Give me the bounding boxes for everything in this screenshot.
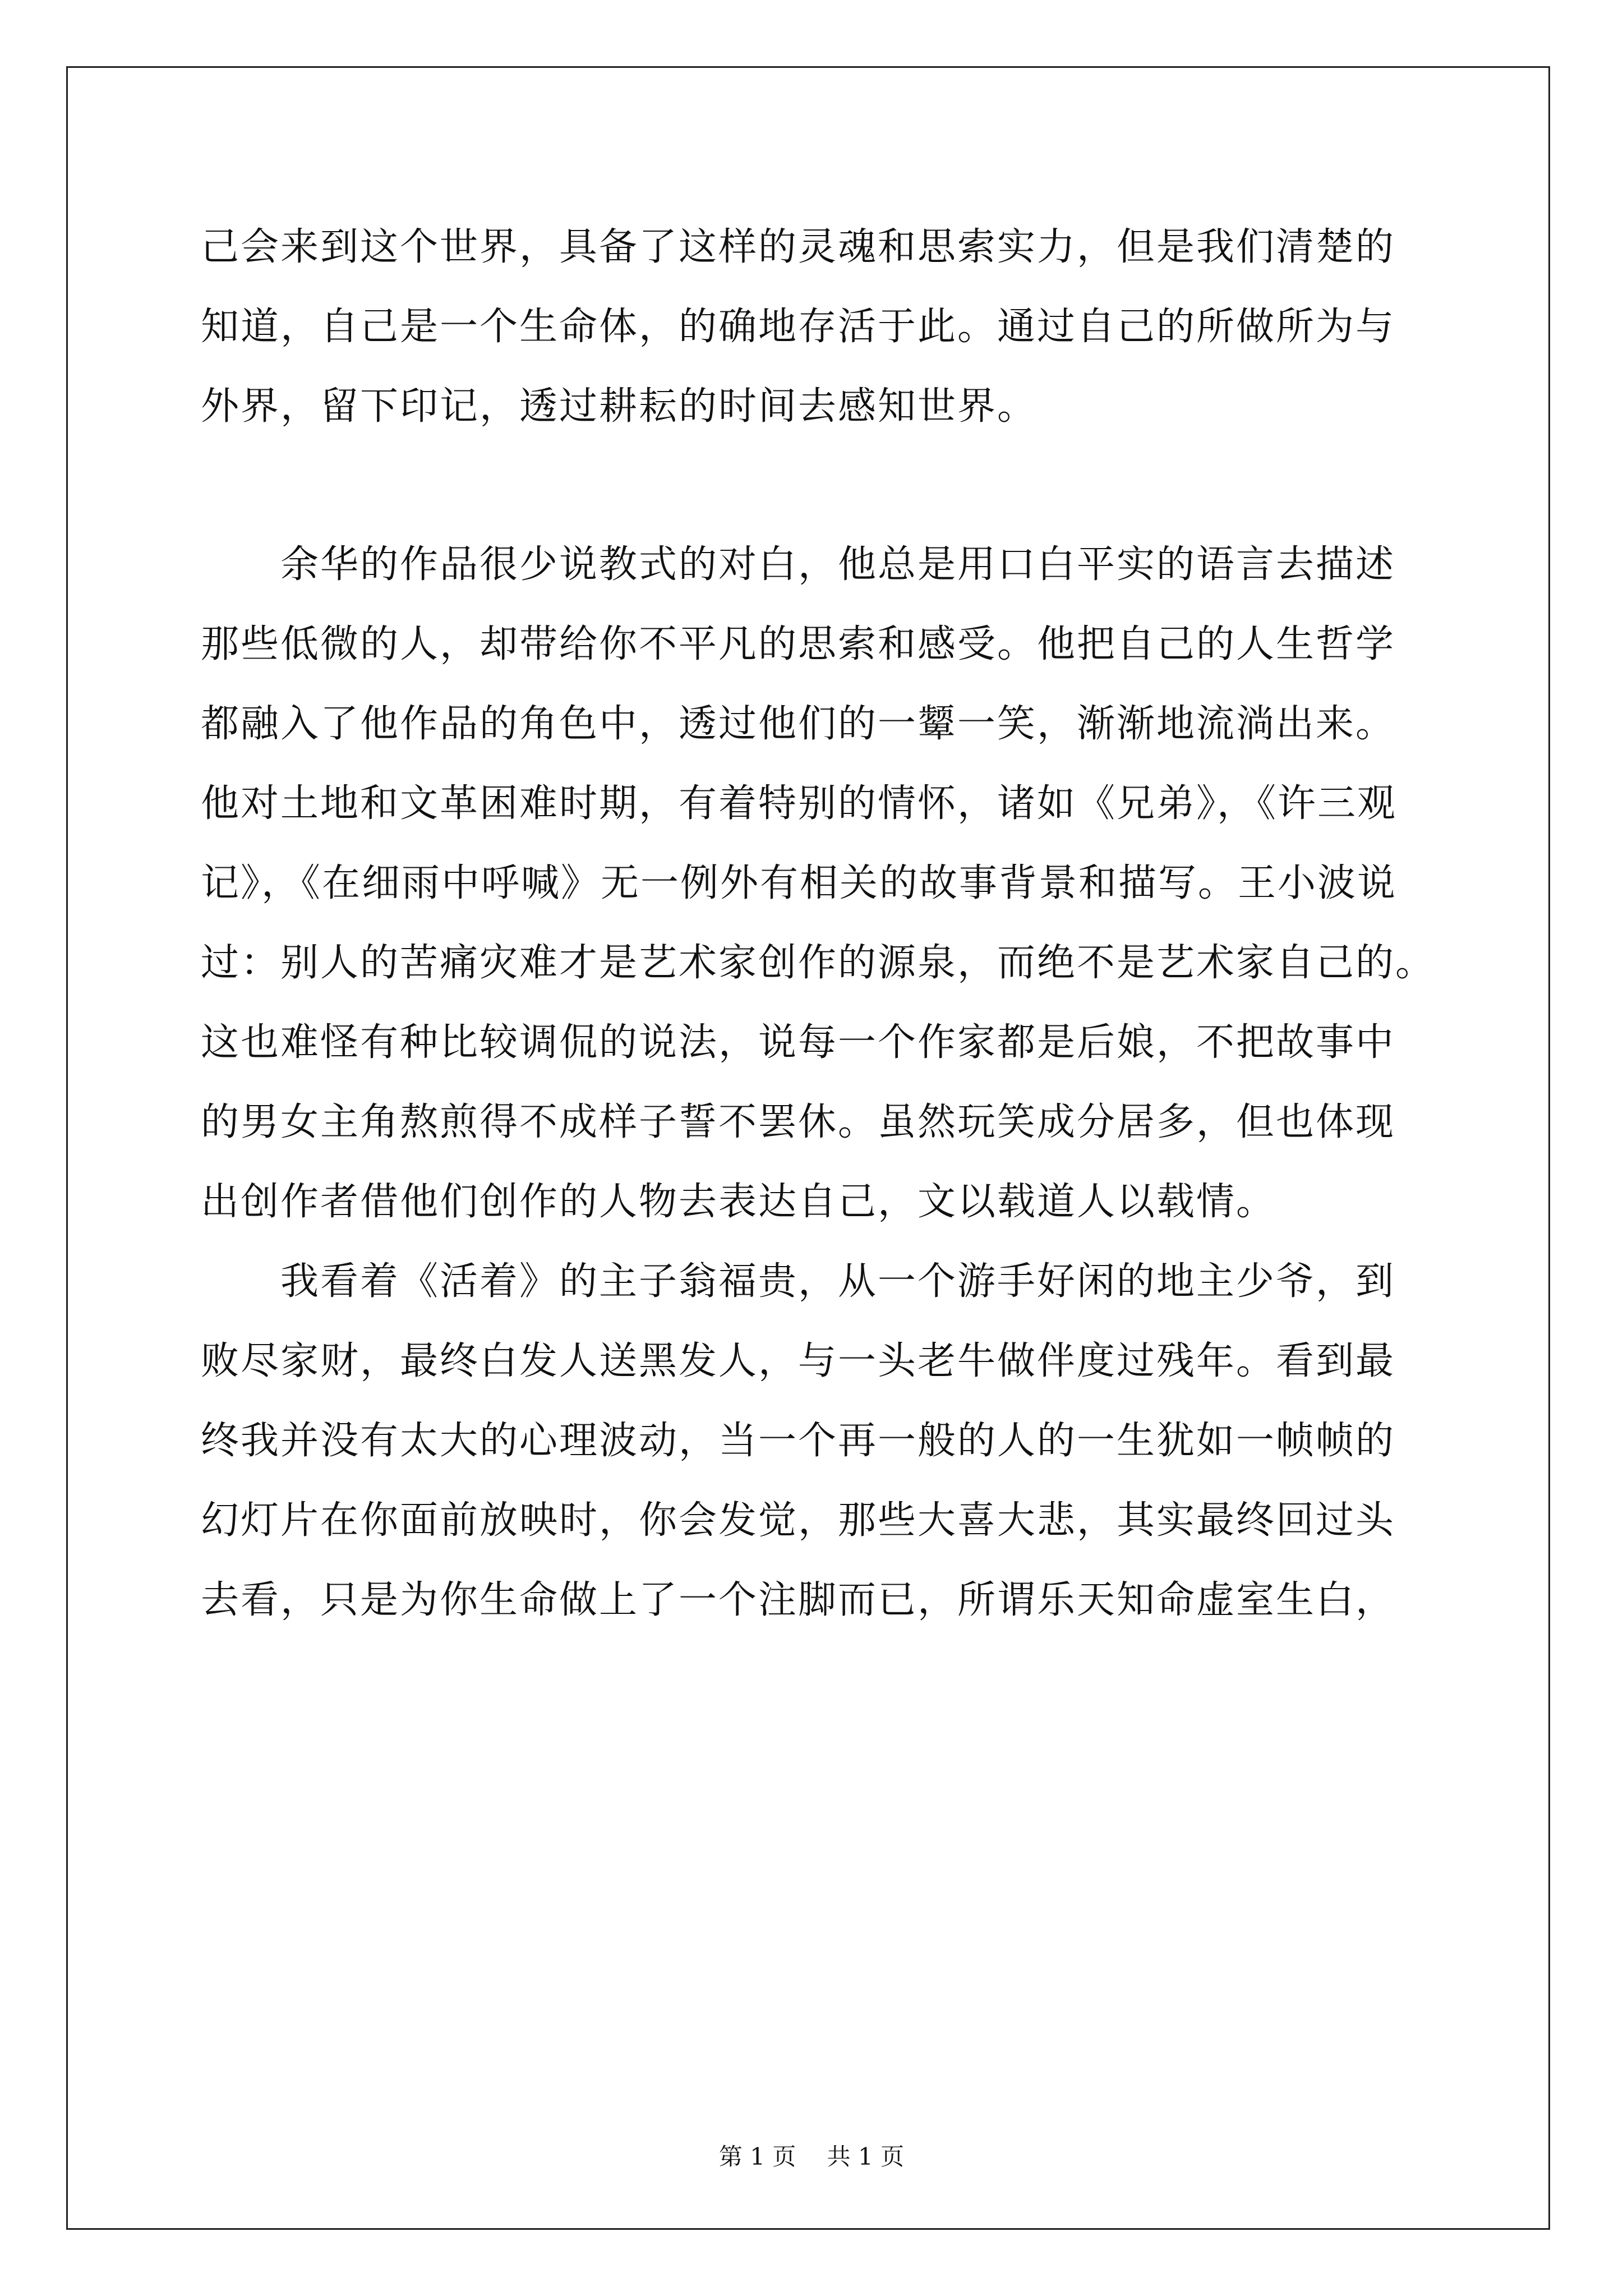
text-line: 我看着《活着》的主子翁福贵，从一个游手好闲的地主少爷，到: [201, 1259, 1396, 1304]
text-line: 都融入了他作品的角色中，透过他们的一颦一笑，渐渐地流淌出来。: [201, 702, 1396, 746]
text-line: 幻灯片在你面前放映时，你会发觉，那些大喜大悲，其实最终回过头: [201, 1498, 1396, 1543]
text-line: 他对土地和文革困难时期，有着特别的情怀，诸如《兄弟》，《许三观: [201, 781, 1398, 826]
text-line: 终我并没有太大的心理波动，当一个再一般的人的一生犹如一帧帧的: [201, 1419, 1396, 1463]
text-line: 这也难怪有种比较调侃的说法，说每一个作家都是后娘，不把故事中: [201, 1020, 1396, 1065]
text-line: 出创作者借他们创作的人物去表达自己，文以载道人以载情。: [201, 1180, 1276, 1224]
text-line: 的男女主角熬煎得不成样子誓不罢休。虽然玩笑成分居多，但也体现: [201, 1100, 1396, 1144]
text-line: 过：别人的苦痛灾难才是艺术家创作的源泉，而绝不是艺术家自己的。: [201, 941, 1436, 985]
text-line: 外界，留下印记，透过耕耘的时间去感知世界。: [201, 384, 1038, 429]
text-line: 那些低微的人，却带给你不平凡的思索和感受。他把自己的人生哲学: [201, 622, 1396, 666]
text-line: 败尽家财，最终白发人送黑发人，与一头老牛做伴度过残年。看到最: [201, 1339, 1396, 1383]
text-line: 去看，只是为你生命做上了一个注脚而已，所谓乐天知命虚室生白，: [201, 1578, 1396, 1622]
text-line: 余华的作品很少说教式的对白，他总是用口白平实的语言去描述: [201, 542, 1396, 587]
page-footer: 第 1 页 共 1 页: [718, 2143, 905, 2170]
text-line: 记》，《在细雨中呼喊》无一例外有相关的故事背景和描写。王小波说: [201, 861, 1398, 905]
text-line: 己会来到这个世界，具备了这样的灵魂和思索实力，但是我们清楚的: [201, 225, 1396, 269]
text-line: 知道，自己是一个生命体，的确地存活于此。通过自己的所做所为与: [201, 305, 1396, 349]
